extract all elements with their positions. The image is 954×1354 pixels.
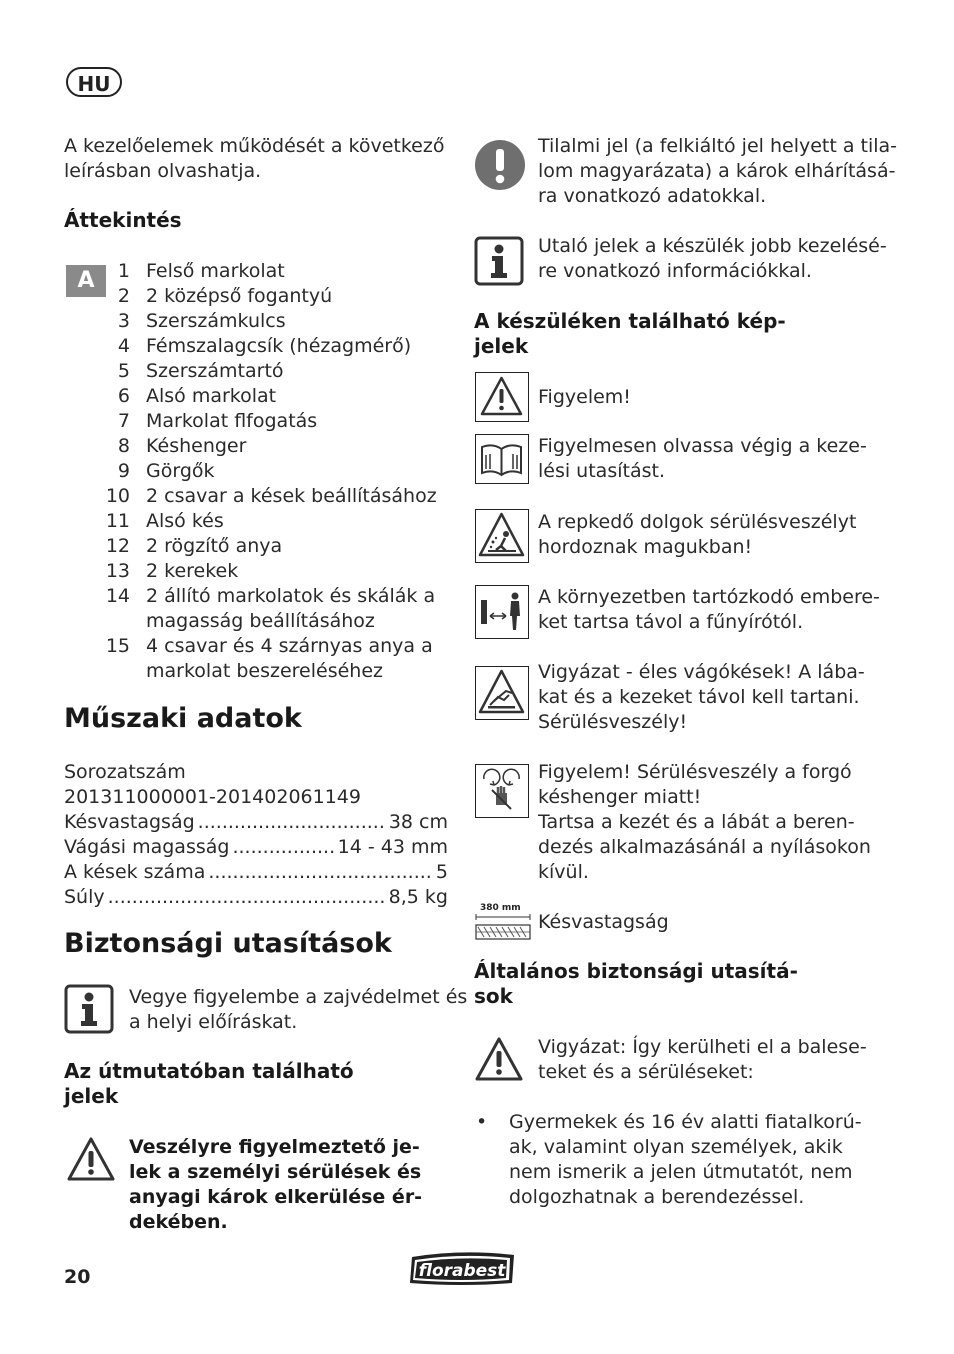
leader-dots bbox=[108, 885, 386, 910]
symbol-text bbox=[538, 660, 865, 735]
item-number: 11 bbox=[105, 510, 130, 532]
text-line: Utaló jelek a készülék jobb kezelésé- bbox=[538, 235, 887, 257]
list-item bbox=[100, 259, 460, 284]
text-line: kat és a kezeket távol kell tartani. bbox=[538, 686, 860, 708]
symbol-text bbox=[538, 434, 867, 484]
title-line: Az útmutatóban található bbox=[64, 1059, 354, 1083]
text-line: ket tartsa távol a fűnyírótól. bbox=[538, 611, 804, 633]
spec-label: Késvastagság bbox=[64, 811, 195, 833]
list-item bbox=[100, 359, 460, 384]
manual-symbols-title bbox=[64, 1059, 354, 1109]
cutting-width-label: 380 mm bbox=[480, 903, 521, 913]
list-item bbox=[100, 409, 460, 434]
list-item bbox=[100, 509, 460, 534]
item-label: 4 csavar és 4 szárnyas anya a bbox=[146, 635, 433, 657]
info-text bbox=[538, 234, 887, 284]
spec-value: 5 bbox=[435, 861, 448, 883]
sharp-blades-warning-icon bbox=[475, 666, 529, 720]
text-line: ra vonatkozó adatokkal. bbox=[538, 185, 767, 207]
item-number: 13 bbox=[105, 560, 130, 582]
item-label: Felső markolat bbox=[146, 260, 285, 282]
spec-row bbox=[64, 810, 448, 835]
danger-line: lek a személyi sérülések és bbox=[129, 1161, 422, 1183]
symbol-text bbox=[538, 760, 871, 885]
text-line: Figyelem! Sérülésveszély a forgó bbox=[538, 761, 852, 783]
danger-line: anyagi károk elkerülése ér- bbox=[129, 1186, 423, 1208]
text-line: Figyelmesen olvassa végig a keze- bbox=[538, 435, 867, 457]
text-line: kívül. bbox=[538, 861, 589, 883]
cutting-width-icon bbox=[474, 903, 532, 945]
text-line: dolgozhatnak a berendezéssel. bbox=[509, 1186, 805, 1208]
item-number bbox=[100, 609, 146, 634]
item-label: 2 középső fogantyú bbox=[146, 285, 333, 307]
general-safety-title bbox=[474, 959, 798, 1009]
svg-text:florabest: florabest bbox=[418, 1261, 506, 1281]
symbol-text bbox=[538, 385, 631, 410]
title-line: A készüléken található kép- bbox=[474, 309, 786, 333]
read-manual-icon bbox=[475, 434, 529, 484]
text-line: Vigyázat: Így kerülheti el a balese- bbox=[538, 1036, 867, 1058]
text-line: Vigyázat - éles vágókések! A lába- bbox=[538, 661, 865, 683]
danger-line: Veszélyre figyelmeztető je- bbox=[129, 1136, 420, 1158]
rotating-blade-warning-icon bbox=[475, 764, 529, 818]
spec-value: 14 - 43 mm bbox=[337, 836, 448, 858]
symbol-text bbox=[538, 910, 669, 935]
page-number: 20 bbox=[64, 1266, 91, 1288]
prohibition-text bbox=[538, 134, 897, 209]
bullet-text bbox=[509, 1110, 862, 1210]
list-item bbox=[100, 284, 460, 309]
item-number: 10 bbox=[105, 485, 130, 507]
flying-objects-warning-icon bbox=[475, 509, 529, 563]
intro-line: A kezelőelemek működését a következő bbox=[64, 135, 445, 157]
text-line: dezés alkalmazásánál a nyílásokon bbox=[538, 836, 871, 858]
text-line: lési utasítást. bbox=[538, 460, 665, 482]
leader-dots bbox=[198, 810, 386, 835]
list-item bbox=[100, 309, 460, 334]
symbol-text bbox=[538, 585, 880, 635]
spec-row bbox=[64, 885, 448, 910]
bullet-dot: • bbox=[476, 1111, 488, 1133]
item-label: 2 rögzítő anya bbox=[146, 535, 283, 557]
text-line: re vonatkozó információkkal. bbox=[538, 260, 812, 282]
intro-line: leírásban olvashatja. bbox=[64, 160, 262, 182]
leader-dots bbox=[208, 860, 433, 885]
item-label: Szerszámkulcs bbox=[146, 310, 286, 332]
warning-triangle-icon bbox=[474, 1036, 524, 1082]
list-item bbox=[100, 484, 460, 509]
intro-text bbox=[64, 134, 444, 184]
list-item bbox=[100, 659, 460, 684]
spec-value: 38 cm bbox=[388, 811, 448, 833]
item-number: 9 bbox=[117, 460, 130, 482]
text-line: Késvastagság bbox=[538, 911, 669, 933]
item-label: 2 állító markolatok és skálák a bbox=[146, 585, 436, 607]
serial-value: 201311000001-201402061149 bbox=[64, 786, 361, 808]
item-label: Szerszámtartó bbox=[146, 360, 284, 382]
item-label: Markolat flfogatás bbox=[146, 410, 318, 432]
item-label: Görgők bbox=[146, 460, 215, 482]
spec-row bbox=[64, 835, 448, 860]
text-line: Tilalmi jel (a felkiáltó jel helyett a tila- bbox=[538, 135, 898, 157]
item-number: 6 bbox=[117, 385, 130, 407]
symbol-text bbox=[538, 510, 856, 560]
exclamation-circle-icon bbox=[474, 139, 526, 191]
florabest-logo bbox=[406, 1251, 518, 1287]
item-label: Késhenger bbox=[146, 435, 247, 457]
spec-label: Vágási magasság bbox=[64, 836, 230, 858]
note-line: Vegye figyelembe a zajvédelmet és bbox=[129, 986, 468, 1008]
spec-label: A kések száma bbox=[64, 861, 206, 883]
item-number: 1 bbox=[117, 260, 130, 282]
item-number: 15 bbox=[105, 635, 130, 657]
overview-title: Áttekintés bbox=[64, 208, 182, 232]
item-number: 2 bbox=[117, 285, 130, 307]
item-number bbox=[100, 659, 146, 684]
title-line: sok bbox=[474, 984, 513, 1008]
info-icon bbox=[474, 236, 524, 286]
item-number: 4 bbox=[117, 335, 130, 357]
spec-value: 8,5 kg bbox=[388, 886, 448, 908]
text-line: teket és a sérüléseket: bbox=[538, 1061, 754, 1083]
item-number: 8 bbox=[117, 435, 130, 457]
leader-dots bbox=[232, 835, 334, 860]
item-number: 5 bbox=[117, 360, 130, 382]
text-line: ak, valamint olyan személyek, akik bbox=[509, 1136, 843, 1158]
text-line: késhenger miatt! bbox=[538, 786, 702, 808]
danger-text bbox=[129, 1135, 422, 1235]
info-icon bbox=[64, 984, 114, 1034]
item-label: 2 kerekek bbox=[146, 560, 239, 582]
device-symbols-title bbox=[474, 309, 786, 359]
list-item bbox=[100, 584, 460, 609]
language-badge: HU bbox=[66, 67, 122, 97]
text-line: Tartsa a kezét és a lábát a beren- bbox=[538, 811, 855, 833]
spec-row bbox=[64, 860, 448, 885]
text-line: nem ismerik a jelen útmutatót, nem bbox=[509, 1161, 853, 1183]
text-line: Figyelem! bbox=[538, 386, 631, 408]
overview-list bbox=[100, 259, 460, 684]
warning-triangle-icon bbox=[66, 1136, 116, 1182]
safety-title: Biztonsági utasítások bbox=[64, 928, 392, 959]
item-number: 14 bbox=[105, 585, 130, 607]
note-line: a helyi előíráskat. bbox=[129, 1011, 298, 1033]
item-label: 2 csavar a kések beállításához bbox=[146, 485, 437, 507]
list-item bbox=[100, 609, 460, 634]
danger-line: dekében. bbox=[129, 1211, 228, 1233]
text-line: A környezetben tartózkodó embere- bbox=[538, 586, 880, 608]
keep-distance-icon bbox=[475, 585, 529, 639]
figure-a-badge: A bbox=[66, 265, 106, 297]
item-label: markolat beszereléséhez bbox=[146, 660, 383, 682]
list-item bbox=[100, 384, 460, 409]
item-label: Alsó kés bbox=[146, 510, 224, 532]
text-line: lom magyarázata) a károk elhárításá- bbox=[538, 160, 896, 182]
item-number: 12 bbox=[105, 535, 130, 557]
list-item bbox=[100, 559, 460, 584]
technical-title: Műszaki adatok bbox=[64, 703, 302, 734]
title-line: Általános biztonsági utasítá- bbox=[474, 959, 798, 983]
serial-label: Sorozatszám bbox=[64, 761, 186, 783]
item-label: Alsó markolat bbox=[146, 385, 277, 407]
item-number: 7 bbox=[117, 410, 130, 432]
title-line: jelek bbox=[64, 1084, 119, 1108]
item-number: 3 bbox=[117, 310, 130, 332]
list-item bbox=[100, 634, 460, 659]
title-line: jelek bbox=[474, 334, 529, 358]
item-label: Fémszalagcsík (hézagmérő) bbox=[146, 335, 412, 357]
list-item bbox=[100, 334, 460, 359]
spec-label: Súly bbox=[64, 886, 105, 908]
text-line: A repkedő dolgok sérülésveszélyt bbox=[538, 511, 857, 533]
text-line: Sérülésveszély! bbox=[538, 711, 688, 733]
caution-text bbox=[538, 1035, 867, 1085]
list-item bbox=[100, 434, 460, 459]
text-line: hordoznak magukban! bbox=[538, 536, 753, 558]
list-item bbox=[100, 459, 460, 484]
attention-symbol-icon bbox=[475, 372, 529, 422]
item-label: magasság beállításához bbox=[146, 610, 375, 632]
list-item bbox=[100, 534, 460, 559]
text-line: Gyermekek és 16 év alatti fiatalkorú- bbox=[509, 1111, 862, 1133]
noise-note bbox=[129, 985, 467, 1035]
